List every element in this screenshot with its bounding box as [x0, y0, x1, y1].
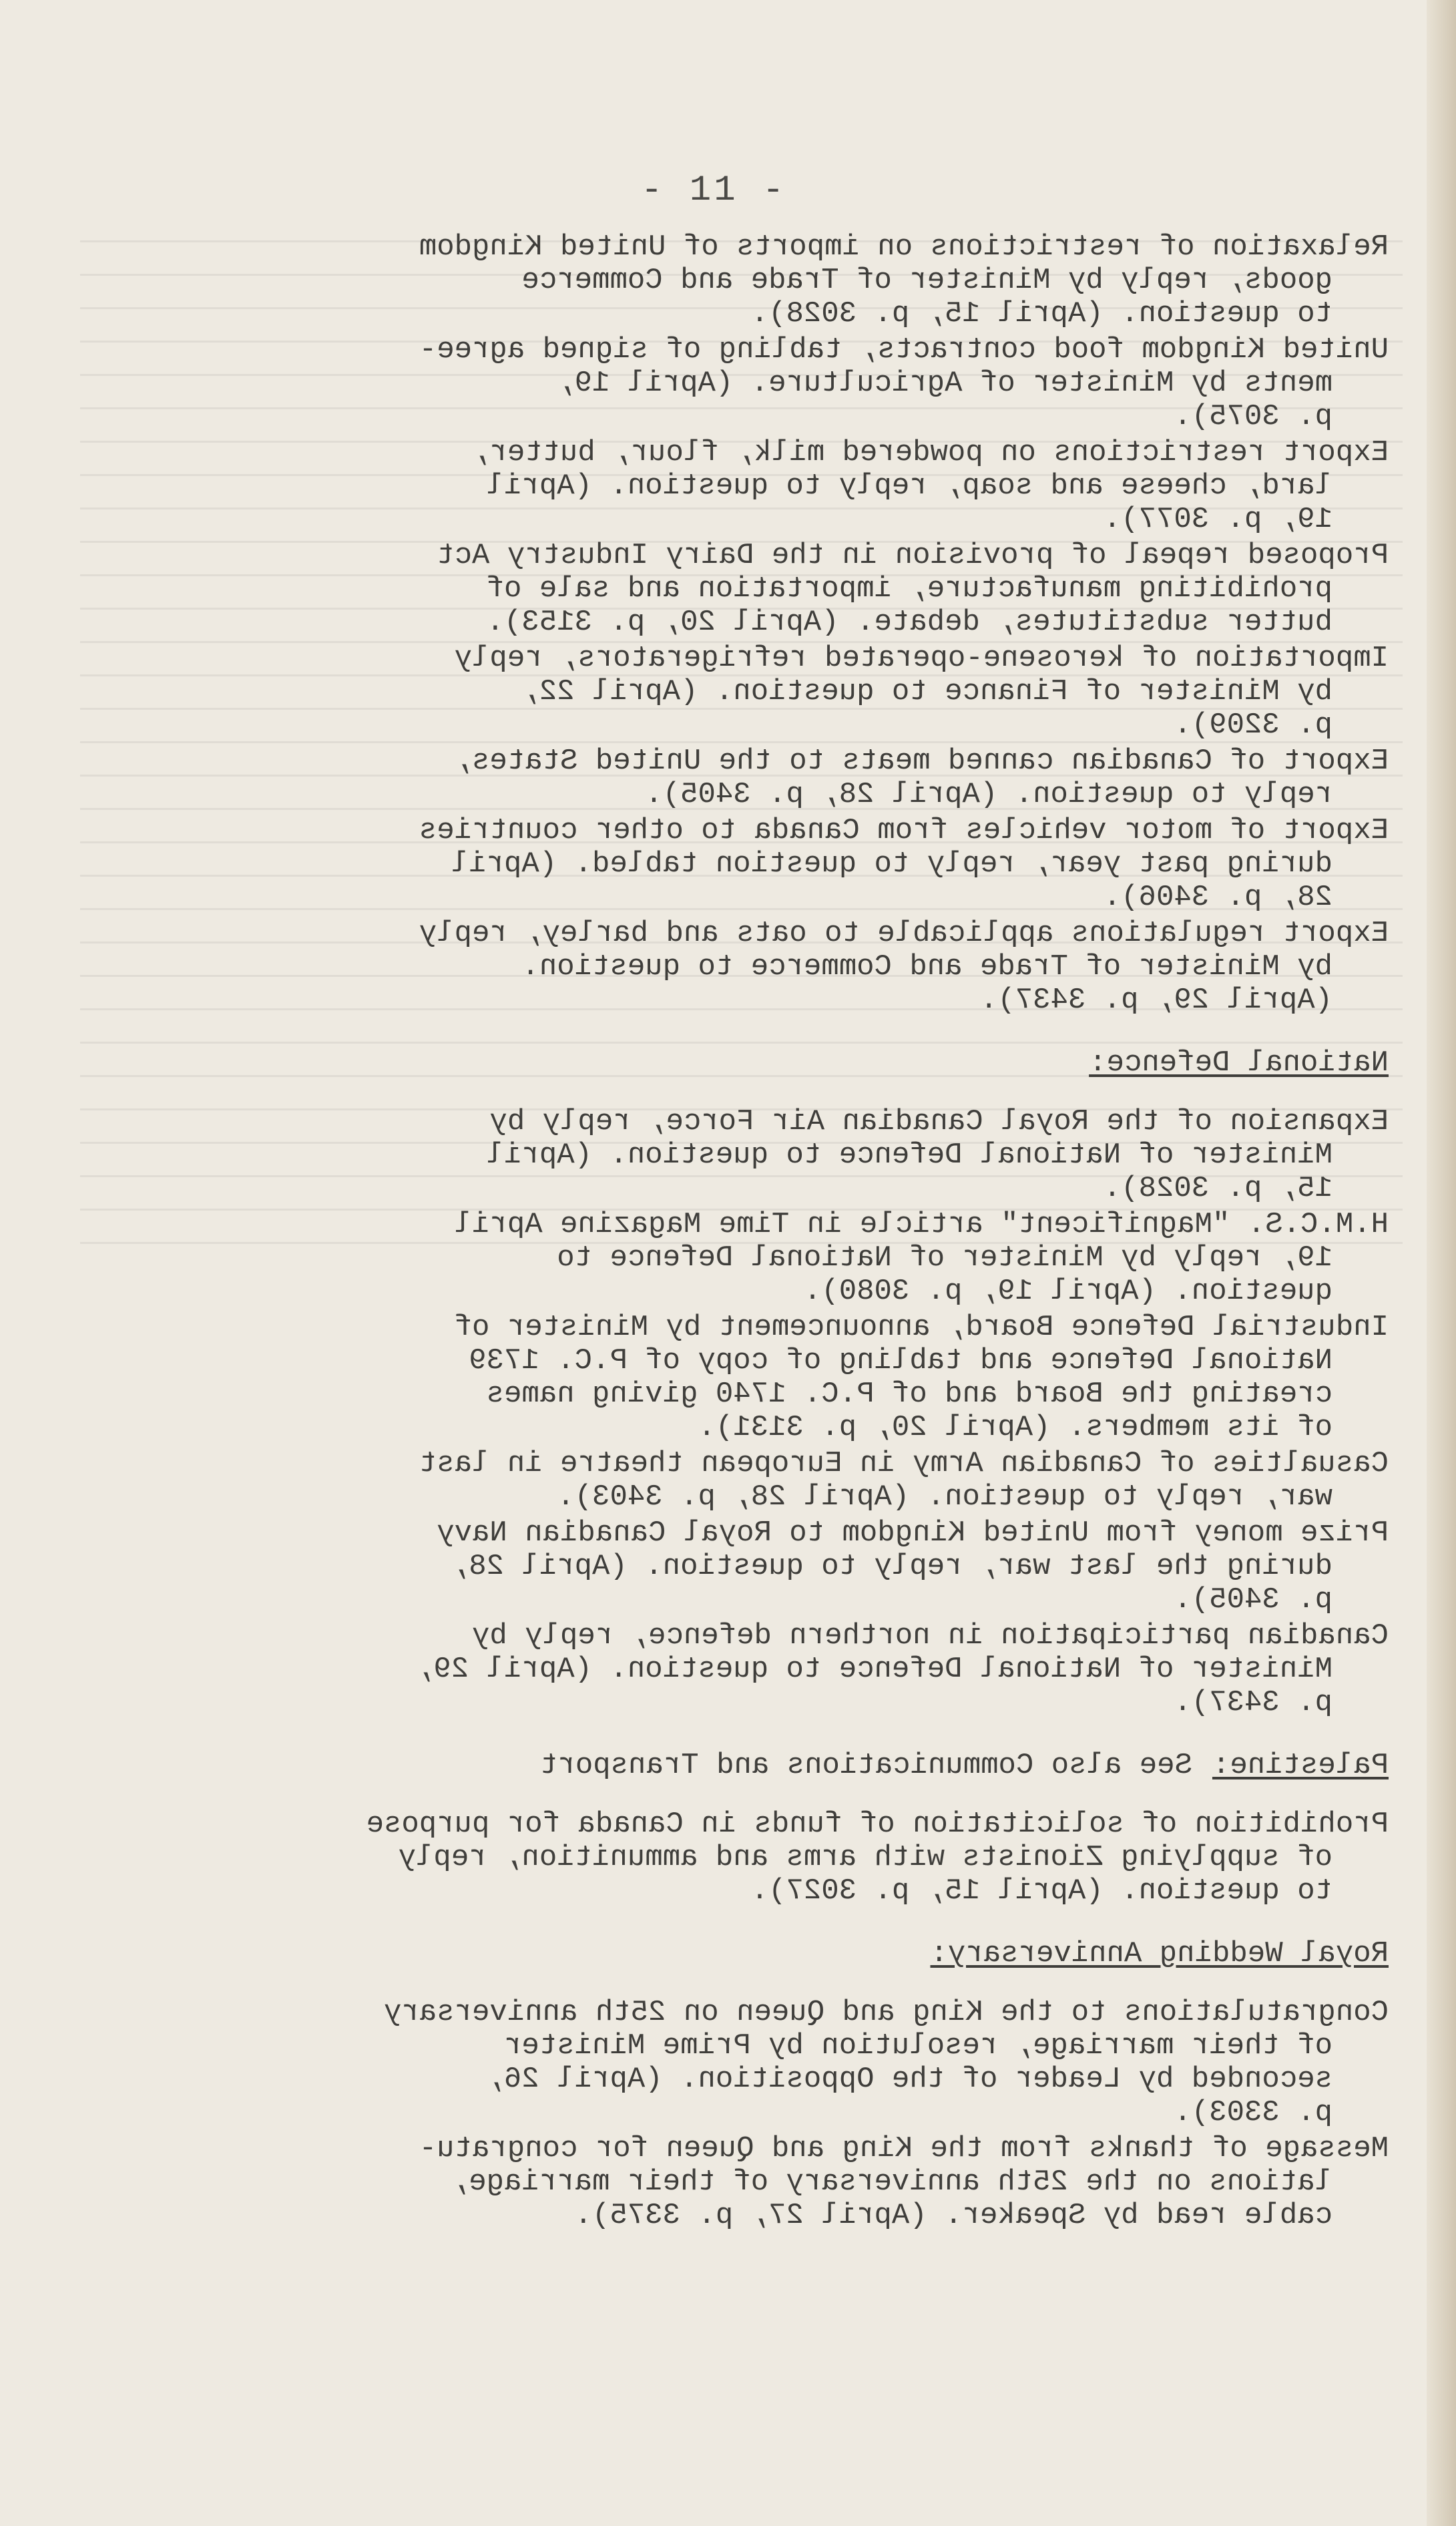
index-entry — [93, 539, 1389, 639]
entry-continuation-line: by Minister of Finance to question. (April 22, — [521, 675, 1332, 708]
entry-continuation-line: butter substitutes, debate. (April 20, p. 3153). — [486, 606, 1332, 639]
section-heading-title: Palestine: — [1212, 1749, 1389, 1782]
entry-continuation-line: lard, cheese and soap, reply to question. (April — [486, 469, 1332, 503]
entry-first-line: Export restrictions on powdered milk, flour, butter, — [471, 436, 1389, 469]
index-entry — [93, 1447, 1389, 1514]
entry-continuation-line: p. 3405). — [1174, 1583, 1332, 1617]
entry-first-line: Prohibition of solicitation of funds in Canada for purpose — [366, 1808, 1389, 1841]
section-heading-title: National Defence: — [1089, 1046, 1389, 1080]
entry-continuation-line: p. 3075). — [1174, 400, 1332, 433]
mirrored-text-block — [93, 230, 1389, 2235]
entry-continuation-line: 19, p. 3077). — [1103, 503, 1332, 536]
entry-continuation-line: prohibiting manufacture, importation and sale of — [486, 572, 1332, 606]
index-entry — [93, 1516, 1389, 1617]
entry-continuation-line: creating the Board and of P.C. 1740 giving names — [486, 1378, 1332, 1411]
entry-first-line: Export of Canadian canned meats to the United States, — [454, 745, 1389, 778]
entry-continuation-line: (April 29, p. 3437). — [979, 984, 1332, 1017]
entry-continuation-line: goods, reply by Minister of Trade and Commerce — [521, 264, 1332, 297]
entry-first-line: Expansion of the Royal Canadian Air Force, reply by — [489, 1105, 1389, 1138]
entry-continuation-line: during the last war, reply to question. (April 28, — [451, 1550, 1332, 1583]
entry-first-line: Relaxation of restrictions on imports of United Kingdom — [419, 230, 1389, 264]
entry-continuation-line: 15, p. 3028). — [1103, 1172, 1332, 1205]
entry-continuation-line: p. 3303). — [1174, 2096, 1332, 2129]
entry-first-line: United Kingdom food contracts, tabling of signed agree- — [419, 333, 1389, 367]
entry-continuation-line: of its members. (April 20, p. 3131). — [698, 1411, 1332, 1444]
entry-first-line: Industrial Defence Board, announcement by Minister of — [454, 1311, 1389, 1344]
index-entry — [93, 814, 1389, 914]
index-entry — [93, 333, 1389, 433]
index-entry — [93, 1808, 1389, 1908]
entry-continuation-line: seconded by Leader of the Opposition. (April 26, — [486, 2063, 1332, 2096]
entry-continuation-line: to question. (April 15, p. 3028). — [750, 297, 1332, 331]
entry-continuation-line: 28, p. 3406). — [1103, 881, 1332, 914]
entry-first-line: Message of thanks from the King and Queen for congratu- — [419, 2132, 1389, 2165]
page-edge-shadow — [1427, 0, 1456, 2526]
entry-continuation-line: war, reply to question. (April 28, p. 3403). — [557, 1480, 1332, 1514]
entry-continuation-line: Minister of National Defence to question. (April 29, — [415, 1653, 1332, 1686]
section-heading-title: Royal Wedding Anniversary: — [930, 1937, 1389, 1970]
entry-continuation-line: ments by Minister of Agriculture. (April 19, — [557, 367, 1332, 400]
entry-continuation-line: p. 3209). — [1174, 708, 1332, 742]
entry-first-line: Importation of kerosene-operated refrigerators, reply — [454, 642, 1389, 675]
entry-first-line: Canadian participation in northern defence, reply by — [471, 1619, 1389, 1653]
section-heading-note: See also Communications and Transport — [539, 1749, 1192, 1782]
section-heading — [93, 1937, 1389, 1970]
index-entry — [93, 2132, 1389, 2232]
entry-first-line: Proposed repeal of provision in the Dairy Industry Act — [437, 539, 1389, 572]
section-heading — [93, 1749, 1389, 1782]
entry-continuation-line: reply to question. (April 28, p. 3405). — [645, 778, 1332, 811]
entry-first-line: Prize money from United Kingdom to Royal Canadian Navy — [437, 1516, 1389, 1550]
index-entry — [93, 436, 1389, 536]
index-entry — [93, 745, 1389, 811]
entry-first-line: Export of motor vehicles from Canada to other countries — [419, 814, 1389, 847]
entry-continuation-line: cable read by Speaker. (April 27, p. 3375). — [574, 2199, 1332, 2232]
entry-continuation-line: National Defence and tabling of copy of P.C. 1739 — [469, 1344, 1332, 1378]
index-entry — [93, 1311, 1389, 1444]
entry-continuation-line: of supplying Zionists with arms and ammunition, reply — [398, 1841, 1332, 1874]
index-entry — [93, 1619, 1389, 1719]
index-entry — [93, 230, 1389, 331]
entry-continuation-line: p. 3437). — [1174, 1686, 1332, 1719]
page-number: - 11 - — [641, 170, 787, 211]
entry-continuation-line: question. (April 19, p. 3080). — [803, 1275, 1332, 1308]
index-entry — [93, 1208, 1389, 1308]
entry-first-line: Export regulations applicable to oats and barley, reply — [419, 917, 1389, 950]
section-heading — [93, 1046, 1389, 1080]
index-entry — [93, 1996, 1389, 2129]
entry-continuation-line: of their marriage, resolution by Prime Minister — [503, 2029, 1332, 2063]
index-entry — [93, 917, 1389, 1017]
entry-continuation-line: to question. (April 15, p. 3027). — [750, 1874, 1332, 1908]
entry-first-line: Casualties of Canadian Army in European theatre in last — [419, 1447, 1389, 1480]
entry-first-line: Congratulations to the King and Queen on 25th anniversary — [383, 1996, 1389, 2029]
entry-continuation-line: by Minister of Trade and Commerce to question. — [521, 950, 1332, 984]
index-entry — [93, 642, 1389, 742]
index-entry — [93, 1105, 1389, 1205]
entry-continuation-line: 19, reply by Minister of National Defence to — [557, 1241, 1332, 1275]
entry-continuation-line: lations on the 25th anniversary of their marriage, — [451, 2165, 1332, 2199]
entry-continuation-line: during past year, reply to question tabled. (April — [451, 847, 1332, 881]
entry-continuation-line: Minister of National Defence to question. (April — [486, 1138, 1332, 1172]
entry-first-line: H.M.C.S. "Magnificent" article in Time Magazine April — [454, 1208, 1389, 1241]
